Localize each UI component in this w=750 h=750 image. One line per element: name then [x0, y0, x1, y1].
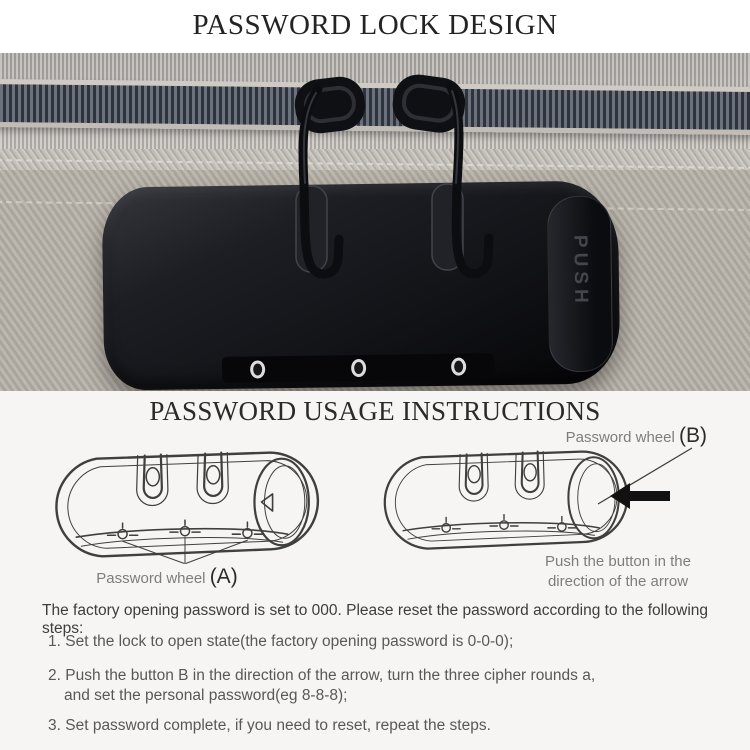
push-direction-note [520, 552, 716, 592]
instruction-step-3 [48, 716, 491, 736]
step-text: Set the lock to open state(the factory opening password is 0-0-0); [65, 633, 514, 650]
password-wheel-a-label [36, 565, 298, 589]
annotation-overlay [558, 440, 722, 522]
instruction-step-2 [48, 666, 595, 706]
push-note-line2: direction of the arrow [547, 573, 689, 590]
usage-section [0, 391, 750, 750]
step-text-line2: and set the personal password(eg 8-8-8); [64, 687, 348, 704]
zipper-pulls-and-hooks [0, 53, 750, 391]
lock-diagram-a [34, 445, 336, 567]
product-photo [0, 53, 750, 391]
step-text: Set password complete, if you need to reset, repeat the steps. [65, 717, 491, 734]
usage-section-title: PASSWORD USAGE INSTRUCTIONS [149, 396, 601, 426]
instructions-intro: The factory opening password is set to 000. Please reset the password according to the following steps: [42, 602, 709, 637]
push-button-label: PUSH [569, 234, 592, 308]
push-note-line1: Push the button in the [545, 553, 691, 570]
triangle-marker-icon [262, 494, 273, 511]
step-number: 2. [48, 667, 61, 684]
page-title: PASSWORD LOCK DESIGN [192, 9, 558, 41]
label-a-text: Password wheel [96, 570, 206, 587]
step-number: 1. [48, 633, 61, 650]
label-a-key: (A) [209, 565, 238, 588]
label-b-key: (B) [679, 424, 707, 447]
arrow-left-icon [610, 483, 670, 509]
instruction-step-1 [48, 632, 513, 652]
label-b-text: Password wheel [565, 429, 675, 446]
step-text: Push the button B in the direction of the arrow, turn the three cipher rounds a, [65, 667, 596, 684]
step-number: 3. [48, 717, 61, 734]
